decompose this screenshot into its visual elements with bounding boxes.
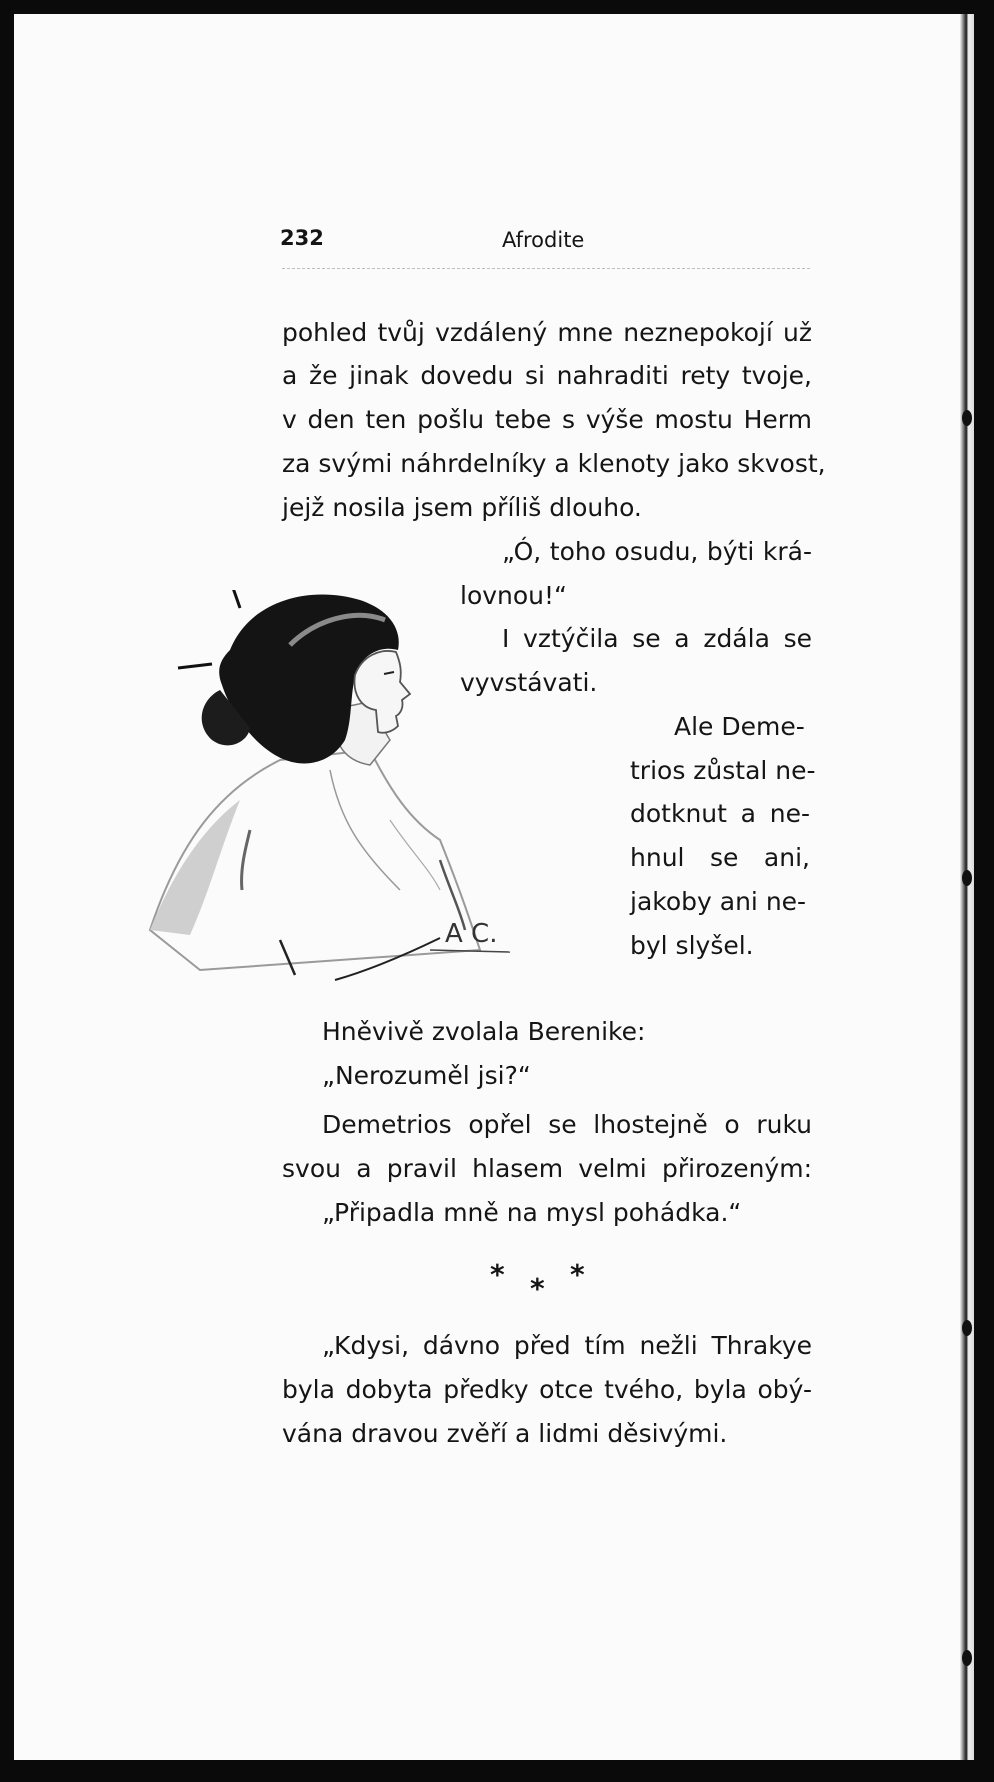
text-line: Hněvivě zvolala Berenike: xyxy=(322,1017,646,1046)
asterisk: * xyxy=(530,1272,545,1305)
text-line: I vztýčila se a zdála se xyxy=(502,624,812,653)
portrait-drapery xyxy=(390,820,440,890)
text-line: byl slyšel. xyxy=(630,931,754,960)
text-line: lovnou!“ xyxy=(460,581,567,610)
asterisk: * xyxy=(490,1258,505,1291)
portrait-flourish xyxy=(430,950,510,952)
portrait-hair-pin xyxy=(232,590,240,608)
portrait-drapery xyxy=(330,770,400,890)
page-number: 232 xyxy=(280,226,324,250)
text-line: „Ó, toho osudu, býti krá- xyxy=(502,537,812,566)
text-line: jejž nosila jsem příliš dlouho. xyxy=(282,493,642,522)
text-line: vána dravou zvěří a lidmi děsivými. xyxy=(282,1419,728,1448)
scan-border-left xyxy=(0,0,14,1782)
text-line: „Nerozuměl jsi?“ xyxy=(322,1061,531,1090)
text-line: „Připadla mně na mysl pohádka.“ xyxy=(322,1198,742,1227)
text-line: pohled tvůj vzdálený mne neznepokojí už xyxy=(282,318,812,347)
asterisk: * xyxy=(570,1258,585,1291)
running-title: Afrodite xyxy=(502,228,585,252)
scan-border-bottom xyxy=(0,1760,994,1782)
text-line: svou a pravil hlasem velmi přirozeným: xyxy=(282,1154,812,1183)
text-line: byla dobyta předky otce tvého, byla obý- xyxy=(282,1375,812,1404)
portrait-drapery xyxy=(242,830,250,890)
text-line: jakoby ani ne- xyxy=(630,887,807,916)
binding-mark xyxy=(962,1650,972,1666)
text-line: „Kdysi, dávno před tím nežli Thrakye xyxy=(322,1331,812,1360)
scan-border-top xyxy=(0,0,994,14)
text-line: vyvstávati. xyxy=(460,668,598,697)
illustration-signature: A C. xyxy=(445,919,498,949)
header-rule xyxy=(282,268,810,269)
running-head xyxy=(280,226,810,256)
portrait-shoulder-shade xyxy=(150,800,240,935)
text-line: v den ten pošlu tebe s výše mostu Herm xyxy=(282,405,812,434)
text-line: Ale Deme- xyxy=(674,712,805,741)
portrait-flourish xyxy=(280,940,295,975)
page-binding-edge xyxy=(960,14,974,1760)
text-line: Demetrios opřel se lhostejně o ruku xyxy=(322,1110,812,1139)
text-line: dotknut a ne- xyxy=(630,799,810,828)
binding-mark xyxy=(962,1320,972,1336)
binding-mark xyxy=(962,870,972,886)
scan-border-right xyxy=(974,0,994,1782)
text-line: za svými náhrdelníky a klenoty jako skvost, xyxy=(282,449,826,478)
text-line: trios zůstal ne- xyxy=(630,756,816,785)
binding-mark xyxy=(962,410,972,426)
text-line: hnul se ani, xyxy=(630,843,810,872)
asterism-ornament xyxy=(480,1258,600,1318)
portrait-hair-pin xyxy=(178,664,212,668)
text-line: a že jinak dovedu si nahraditi rety tvoje, xyxy=(282,361,812,390)
woman-portrait-illustration xyxy=(140,590,600,1000)
